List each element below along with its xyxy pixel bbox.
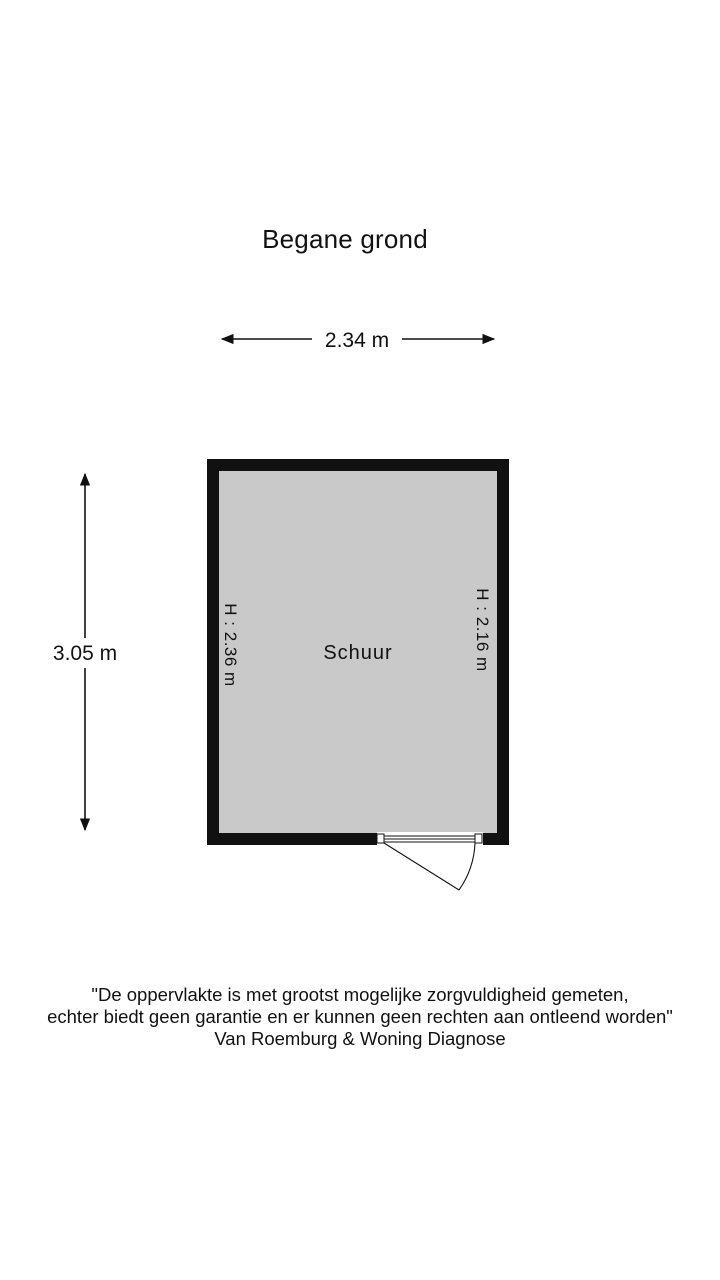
disclaimer bbox=[0, 984, 720, 1050]
width-dimension bbox=[222, 329, 494, 352]
width-dimension-label: 2.34 m bbox=[324, 329, 390, 352]
room-schuur bbox=[207, 459, 509, 890]
room-label: Schuur bbox=[323, 642, 393, 664]
disclaimer-company: Van Roemburg & Woning Diagnose bbox=[214, 1028, 506, 1049]
depth-dimension bbox=[53, 474, 117, 830]
door-jamb-left bbox=[377, 834, 384, 843]
door-leaf bbox=[384, 843, 459, 890]
door bbox=[377, 832, 483, 890]
room-height-left: H : 2.36 m bbox=[221, 603, 240, 687]
floor-title: Begane grond bbox=[262, 224, 428, 254]
disclaimer-line-2: echter biedt geen garantie en er kunnen geen rechten aan ontleend worden" bbox=[47, 1006, 673, 1027]
disclaimer-line-1: "De oppervlakte is met grootst mogelijke zorgvuldigheid gemeten, bbox=[91, 984, 629, 1005]
door-jamb-right bbox=[475, 834, 482, 843]
room-height-right: H : 2.16 m bbox=[473, 588, 492, 672]
depth-dimension-label: 3.05 m bbox=[52, 642, 118, 665]
door-swing-arc bbox=[459, 843, 475, 890]
